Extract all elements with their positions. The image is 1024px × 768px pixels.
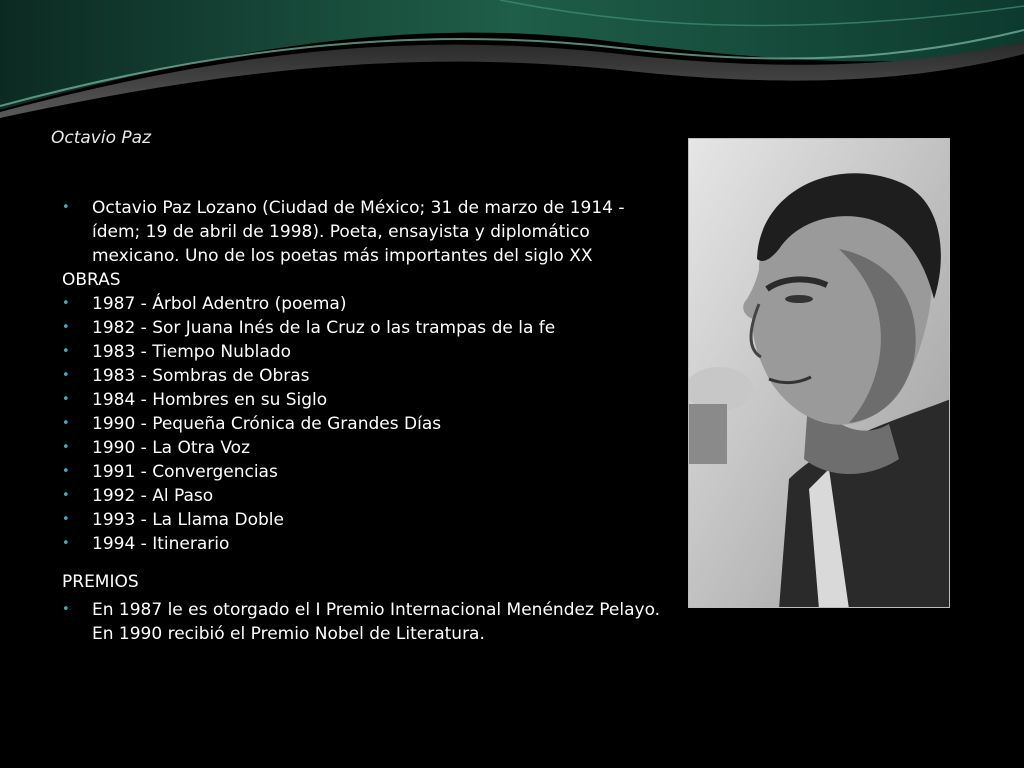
obra-item: • 1992 - Al Paso: [62, 484, 662, 508]
premios-heading: PREMIOS: [62, 572, 139, 592]
slide-title: Octavio Paz: [51, 128, 151, 148]
intro-item: • Octavio Paz Lozano (Ciudad de México; 31 de marzo de 1914 - ídem; 19 de abril de 1998). Poeta, ensayista y diplomático mexicano. Uno de los poetas más importantes del siglo XX: [62, 196, 662, 268]
obra-item: • 1990 - La Otra Voz: [62, 436, 662, 460]
obras-heading: OBRAS: [62, 270, 121, 290]
obras-list: [62, 292, 662, 556]
obra-item: • 1993 - La Llama Doble: [62, 508, 662, 532]
obra-item: • 1990 - Pequeña Crónica de Grandes Días: [62, 412, 662, 436]
header-decoration: [0, 0, 1024, 120]
obra-item: • 1982 - Sor Juana Inés de la Cruz o las trampas de la fe: [62, 316, 662, 340]
obra-item: • 1991 - Convergencias: [62, 460, 662, 484]
obra-item: • 1983 - Sombras de Obras: [62, 364, 662, 388]
obra-item: • 1983 - Tiempo Nublado: [62, 340, 662, 364]
portrait-photo: [688, 138, 950, 608]
obra-item: • 1984 - Hombres en su Siglo: [62, 388, 662, 412]
obra-item: • 1987 - Árbol Adentro (poema): [62, 292, 662, 316]
premio-item: • En 1987 le es otorgado el I Premio Internacional Menéndez Pelayo. En 1990 recibió el Premio Nobel de Literatura.: [62, 598, 662, 646]
slide-body: [62, 196, 662, 646]
premios-list: [62, 598, 662, 646]
intro-list: [62, 196, 662, 268]
obra-item: • 1994 - Itinerario: [62, 532, 662, 556]
